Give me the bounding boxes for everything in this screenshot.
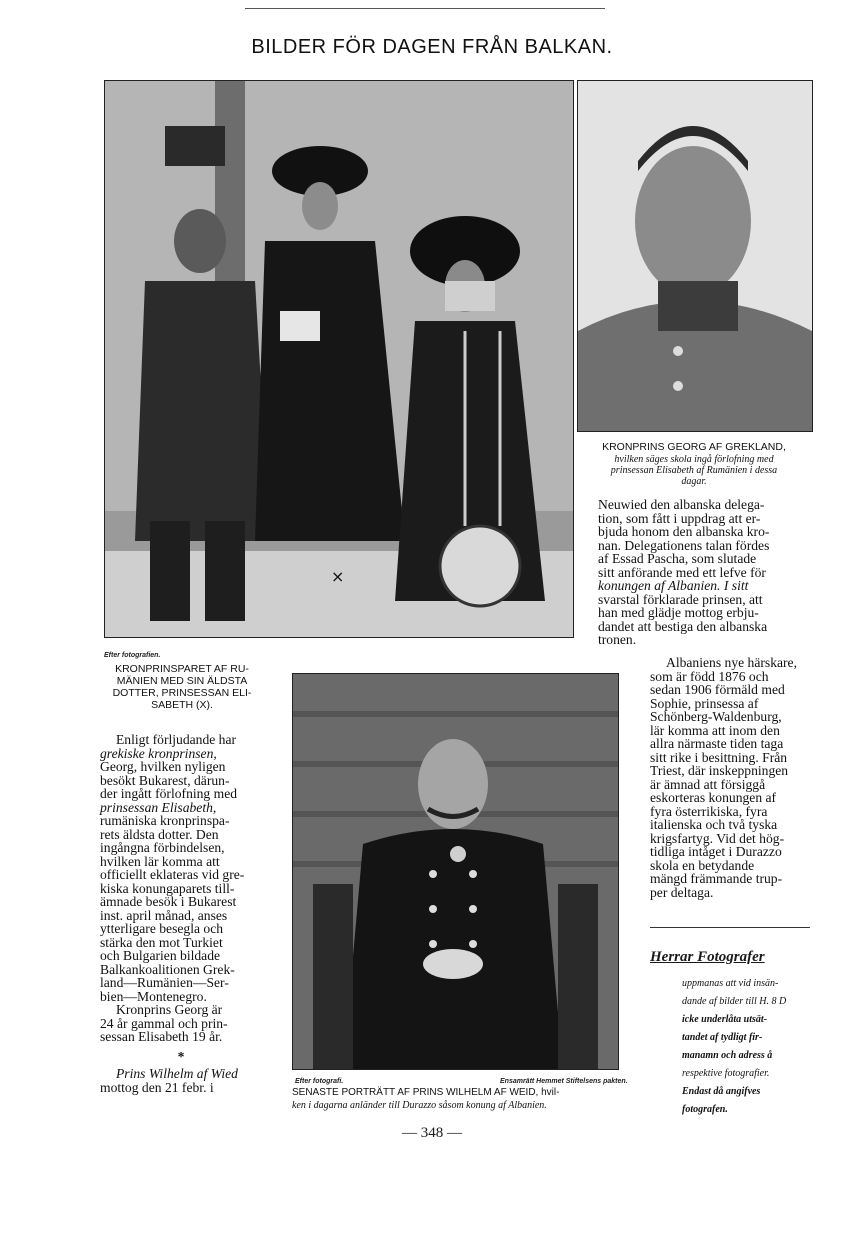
ad-line: manamn och adress å bbox=[682, 1050, 773, 1061]
text-line: allra närmaste tiden taga bbox=[650, 736, 784, 751]
text-line: hvilken lär komma att bbox=[100, 853, 220, 869]
left-column bbox=[100, 733, 262, 1094]
text-line: officiellt eklateras vid gre- bbox=[100, 867, 245, 882]
text-line: konungen af Albanien. I sitt bbox=[598, 578, 749, 593]
text-line: ytterligare besegla och bbox=[100, 921, 224, 936]
text-line: prinsessan Elisabeth, bbox=[100, 799, 217, 815]
caption-line: KRONPRINSPARET AF RU- bbox=[115, 663, 249, 675]
text-line: mottog den 21 febr. i bbox=[100, 1079, 214, 1095]
text-line: Kronprins Georg är bbox=[116, 1002, 223, 1017]
text-line: rumäniska kronprinspa- bbox=[100, 813, 230, 828]
text-line: sessan Elisabeth 19 år. bbox=[100, 1029, 223, 1044]
ad-line: respektive fotografier. bbox=[682, 1068, 770, 1079]
text-line: Albaniens nye härskare, bbox=[666, 655, 797, 670]
text-line: besökt Bukarest, därun- bbox=[100, 772, 230, 788]
text-line: stärka den mot Turkiet bbox=[100, 934, 223, 950]
ad-line: Endast då angifves bbox=[682, 1086, 761, 1097]
text-line: italienska och två tyska bbox=[650, 817, 778, 832]
text-line: inst. april månad, anses bbox=[100, 907, 228, 923]
text-line: per deltaga. bbox=[650, 884, 714, 900]
text-line: tronen. bbox=[598, 632, 637, 647]
text-line: tidliga intåget i Durazzo bbox=[650, 844, 782, 859]
text-line: ämnade besök i Bukarest bbox=[100, 894, 237, 909]
text-line: svarstal förklarade prinsen, att bbox=[598, 591, 763, 607]
text-line: 24 år gammal och prin- bbox=[100, 1015, 228, 1031]
text-line: Sophie, prinsessa af bbox=[650, 695, 759, 711]
text-line: skola en betydande bbox=[650, 857, 755, 873]
text-line: sitt rike i besittning. Från bbox=[650, 749, 788, 765]
caption-line: MÄNIEN MED SIN ÄLDSTA bbox=[116, 675, 248, 687]
caption-georg-title: KRONPRINS GEORG AF GREKLAND, bbox=[602, 441, 786, 453]
ad-line: fotografen. bbox=[682, 1104, 728, 1115]
text-line: mängd främmande trup- bbox=[650, 871, 783, 886]
text-line: är ämnad att försiggå bbox=[650, 776, 766, 792]
text-line: och Bulgarien bildade bbox=[100, 948, 221, 963]
caption-georg-line: prinsessan Elisabeth af Rumänien i dessa bbox=[610, 465, 778, 476]
text-line: bjuda honom den albanska kro- bbox=[598, 524, 770, 539]
photo-crown-prince-georg bbox=[577, 80, 813, 432]
text-line: krigsfartyg. Vid det hög- bbox=[650, 830, 785, 846]
text-line: grekiske kronprinsen, bbox=[100, 745, 217, 761]
photo-group-image bbox=[105, 81, 573, 637]
text-line: eskorteras konungen af bbox=[650, 790, 777, 805]
text-line: han med glädje mottog erbju- bbox=[598, 605, 759, 620]
caption-wilhelm-line2: ken i dagarna anländer till Durazzo såsom konung af Albanien. bbox=[292, 1100, 547, 1111]
photo-georg-image bbox=[578, 81, 812, 431]
text-line: Triest, där inskeppningen bbox=[650, 763, 789, 778]
ad-line: tandet af tydligt fir- bbox=[682, 1032, 763, 1043]
separator-star: * bbox=[177, 1048, 185, 1064]
text-line: Balkankoalitionen Grek- bbox=[100, 961, 235, 977]
text-line: ingångna förbindelsen, bbox=[100, 840, 225, 855]
photo-wilhelm-image bbox=[293, 674, 618, 1069]
right-column-top bbox=[598, 498, 810, 647]
text-line: kiska konungaparets till- bbox=[100, 880, 235, 896]
text-line: sedan 1906 förmäld med bbox=[650, 682, 785, 697]
text-line: Enligt förljudande har bbox=[116, 732, 237, 747]
right-column-bottom bbox=[650, 656, 810, 899]
text-line: tion, som fått i uppdrag att er- bbox=[598, 510, 761, 526]
text-line: fyra österrikiska, fyra bbox=[650, 803, 768, 819]
text-line: dandet att bestiga den albanska bbox=[598, 618, 768, 634]
text-line: Georg, hvilken nyligen bbox=[100, 759, 226, 774]
page-title: BILDER FÖR DAGEN FRÅN BALKAN. bbox=[251, 36, 613, 58]
caption-line: DOTTER, PRINSESSAN ELI- bbox=[112, 687, 252, 699]
text-line: som är född 1876 och bbox=[650, 668, 769, 684]
text-line: rets äldsta dotter. Den bbox=[100, 826, 219, 842]
ad-line: icke underlåta utsät- bbox=[682, 1014, 768, 1025]
text-line: sitt anförande med ett lefve för bbox=[598, 564, 766, 580]
caption-georg-line: hvilken säges skola ingå förlofning med bbox=[614, 454, 774, 465]
caption-georg-line: dagar. bbox=[681, 476, 707, 487]
text-line: land—Rumänien—Ser- bbox=[100, 975, 229, 990]
photo-credit-3: Efter fotografi. bbox=[295, 1078, 344, 1085]
caption-georg bbox=[577, 454, 811, 487]
photo-credit-3-right: Ensamrätt Hemmet Stiftelsens pakten. bbox=[500, 1078, 628, 1085]
photo-credit-1: Efter fotografien. bbox=[104, 652, 161, 659]
ad-body bbox=[682, 975, 810, 1119]
text-line: Neuwied den albanska delega- bbox=[598, 497, 765, 512]
photo-prince-wilhelm bbox=[292, 673, 619, 1070]
text-line: bien—Montenegro. bbox=[100, 988, 207, 1004]
ad-title: Herrar Fotografer bbox=[650, 949, 765, 965]
cross-mark: × bbox=[331, 567, 345, 586]
ad-divider bbox=[650, 927, 810, 928]
caption-wilhelm-line1: SENASTE PORTRÄTT AF PRINS WILHELM AF WEID, hvil- bbox=[292, 1087, 560, 1098]
text-line: Schönberg-Waldenburg, bbox=[650, 709, 782, 724]
text-line: nan. Delegationens talan fördes bbox=[598, 537, 770, 553]
text-line: der ingått förlofning med bbox=[100, 786, 238, 801]
caption-crown-prince-couple bbox=[100, 663, 264, 711]
ad-line: dande af bilder till H. 8 D bbox=[682, 996, 787, 1007]
ad-line: uppmanas att vid insän- bbox=[682, 978, 779, 989]
photo-crown-prince-couple bbox=[104, 80, 574, 638]
top-rule bbox=[245, 8, 605, 9]
page-number: — 348 — bbox=[402, 1125, 462, 1141]
text-line: lär komma att inom den bbox=[650, 722, 780, 738]
caption-line: SABETH (X). bbox=[151, 699, 213, 711]
text-line: af Essad Pascha, som slutade bbox=[598, 551, 757, 566]
text-line: Prins Wilhelm af Wied bbox=[116, 1066, 238, 1081]
